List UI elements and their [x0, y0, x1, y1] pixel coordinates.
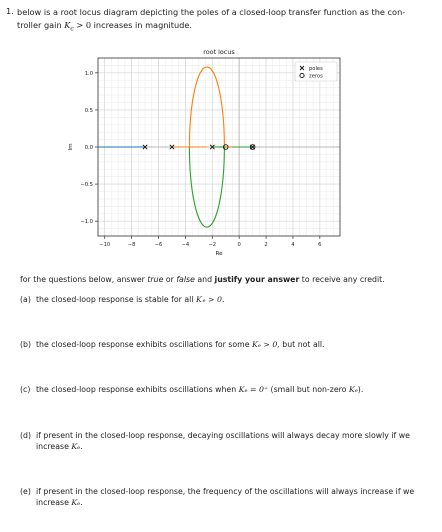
y-tick-label: −0.5	[80, 182, 93, 189]
y-tick-label: 0.0	[84, 145, 93, 151]
x-tick-label: −4	[181, 242, 190, 248]
legend-zeros-label: zeros	[309, 73, 323, 80]
x-tick-label: −2	[208, 242, 217, 248]
x-tick-label: 6	[318, 242, 322, 248]
gain-condition: > 0	[73, 19, 92, 30]
intro-line-1: below is a root locus diagram depicting the poles of a closed-loop transfer function as the con-	[17, 7, 406, 17]
part-b: (b) the closed-loop response exhibits oscillations for some Kₑ > 0, but not all.	[20, 340, 325, 349]
legend-poles-label: poles	[309, 66, 323, 72]
question-intro	[17, 6, 422, 36]
x-tick-label: −8	[127, 242, 136, 248]
intro-line-2b: increases in magnitude.	[91, 19, 192, 30]
intro-line-2a: troller gain	[17, 19, 65, 30]
x-tick-label: 0	[237, 242, 241, 248]
x-tick-label: −10	[99, 242, 111, 248]
root-locus-chart	[60, 42, 360, 264]
gain-symbol: $K_c$	[64, 19, 74, 33]
part-e: (e) if present in the closed-loop response, the frequency of the oscillations will always increase if we increase Kₑ.	[20, 487, 415, 507]
x-axis-label: Re	[215, 251, 223, 257]
part-a: (a) the closed-loop response is stable for all K ₑ > 0.	[20, 295, 225, 304]
question-number: 1.	[6, 6, 14, 16]
part-d: (d) if present in the closed-loop response, decaying oscillations will always decay more slowly if we increase Kₑ.	[20, 431, 410, 451]
y-tick-label: −1.0	[80, 219, 93, 226]
x-tick-label: 2	[264, 242, 268, 248]
x-tick-label: −6	[154, 242, 163, 248]
y-axis-label: Im	[68, 143, 74, 151]
y-tick-label: 1.0	[84, 70, 93, 77]
chart-title: root locus	[203, 48, 235, 56]
part-c: (c) the closed-loop response exhibits oscillations when Kₑ = 0⁺ (small but non-zero Kₑ).	[20, 385, 364, 394]
x-tick-label: 4	[291, 242, 295, 248]
instructions: for the questions below, answer true or false and justify your answer to receive any credit.	[20, 275, 385, 284]
y-tick-label: 0.5	[84, 107, 93, 114]
